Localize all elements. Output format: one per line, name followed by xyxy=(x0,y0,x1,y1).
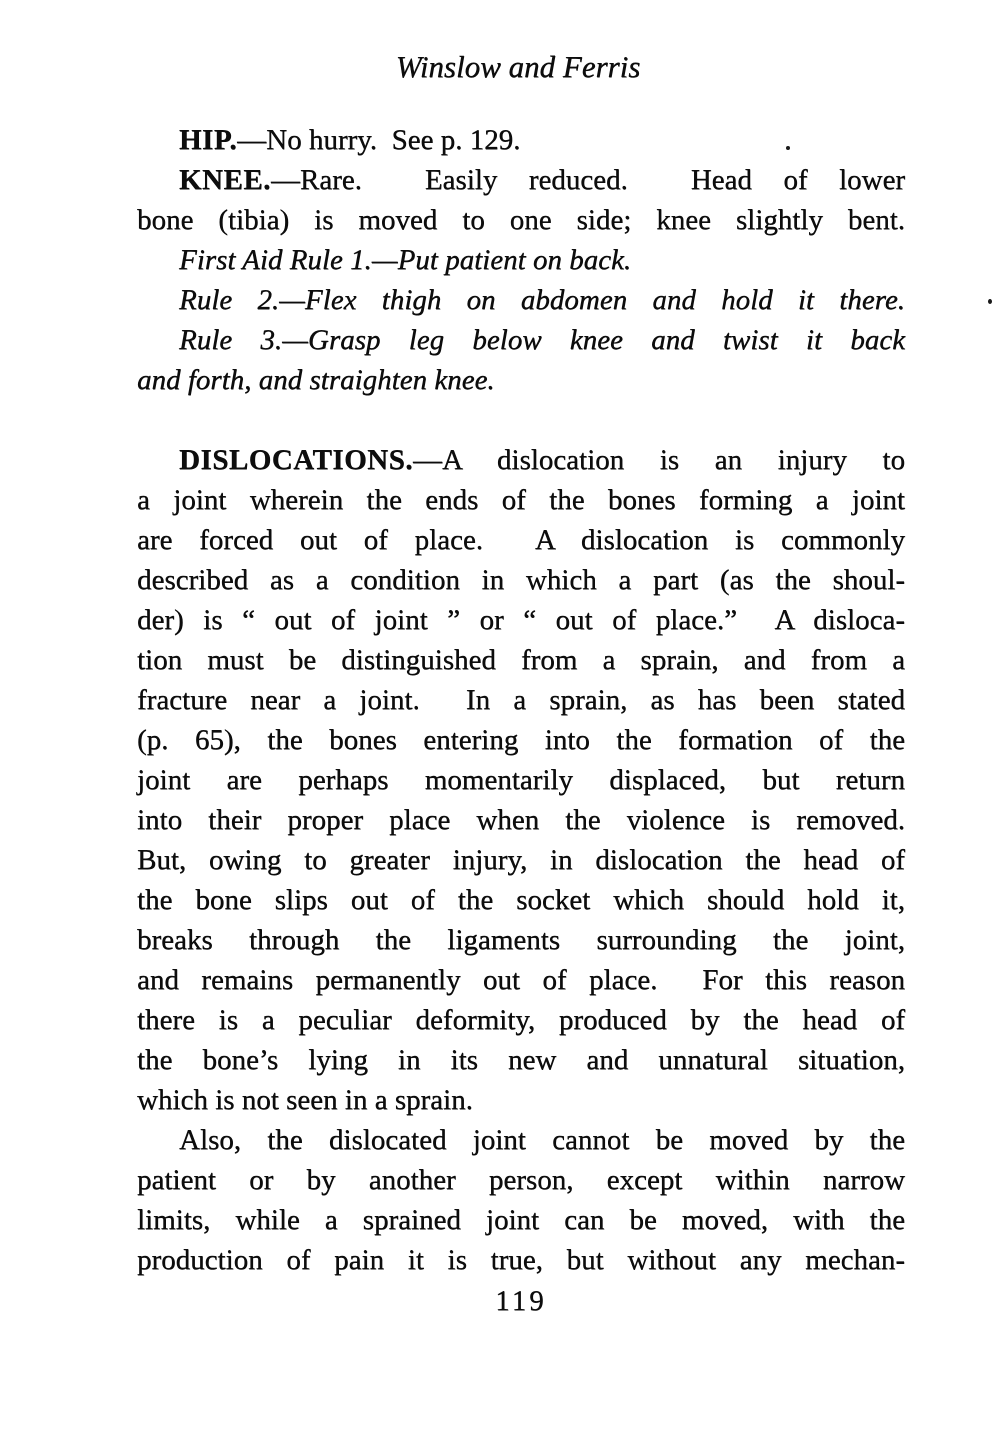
paragraph xyxy=(137,160,905,240)
page-number: 119 xyxy=(495,1285,547,1317)
paragraph xyxy=(137,120,905,160)
text-line: DISLOCATIONS.—A dislocation is an injury to xyxy=(179,444,905,476)
text-line: tion must be distinguished from a sprain, and from a xyxy=(137,644,905,676)
text-line: production of pain it is true, but without any mechan- xyxy=(137,1244,905,1276)
paragraph xyxy=(137,320,905,400)
paragraph xyxy=(137,280,905,320)
text-line: into their proper place when the violence is removed. xyxy=(137,804,905,836)
running-head: Winslow and Ferris xyxy=(395,49,641,84)
text-line: a joint wherein the ends of the bones forming a joint xyxy=(137,484,905,516)
text-line: the bone’s lying in its new and unnatural situation, xyxy=(137,1044,905,1076)
text-line: joint are perhaps momentarily displaced, but return xyxy=(137,764,905,796)
ink-speck-icon xyxy=(786,146,790,150)
ink-speck-icon xyxy=(988,299,992,304)
text-line: and forth, and straighten knee. xyxy=(137,364,495,396)
text-line: HIP.—No hurry. See p. 129. xyxy=(179,124,521,156)
text-line: patient or by another person, except within narrow xyxy=(137,1164,905,1196)
text-line: (p. 65), the bones entering into the formation of the xyxy=(137,724,905,756)
text-line: described as a condition in which a part (as the shoul- xyxy=(137,564,905,596)
text-line: But, owing to greater injury, in dislocation the head of xyxy=(137,844,905,876)
text-line: limits, while a sprained joint can be moved, with the xyxy=(137,1204,905,1236)
text-line: there is a peculiar deformity, produced by the head of xyxy=(137,1004,905,1036)
paragraph xyxy=(137,240,905,280)
text-line: fracture near a joint. In a sprain, as has been stated xyxy=(137,684,905,716)
text-line: the bone slips out of the socket which should hold it, xyxy=(137,884,905,916)
text-line: are forced out of place. A dislocation is commonly xyxy=(137,524,905,556)
paragraph xyxy=(137,1120,905,1280)
text-line: Also, the dislocated joint cannot be moved by the xyxy=(179,1124,905,1156)
text-line: which is not seen in a sprain. xyxy=(137,1084,473,1116)
text-line: KNEE.—Rare. Easily reduced. Head of lower xyxy=(179,164,905,196)
text-line: First Aid Rule 1.—Put patient on back. xyxy=(179,244,632,276)
text-line: Rule 3.—Grasp leg below knee and twist it back xyxy=(179,324,905,356)
paragraph xyxy=(137,440,905,1120)
text-body xyxy=(137,120,905,1280)
text-line: breaks through the ligaments surrounding the joint, xyxy=(137,924,905,956)
text-line: bone (tibia) is moved to one side; knee slightly bent. xyxy=(137,204,905,236)
text-line: Rule 2.—Flex thigh on abdomen and hold it there. xyxy=(179,284,905,316)
text-line: and remains permanently out of place. For this reason xyxy=(137,964,905,996)
text-line: der) is “ out of joint ” or “ out of place.” A disloca- xyxy=(137,604,905,636)
